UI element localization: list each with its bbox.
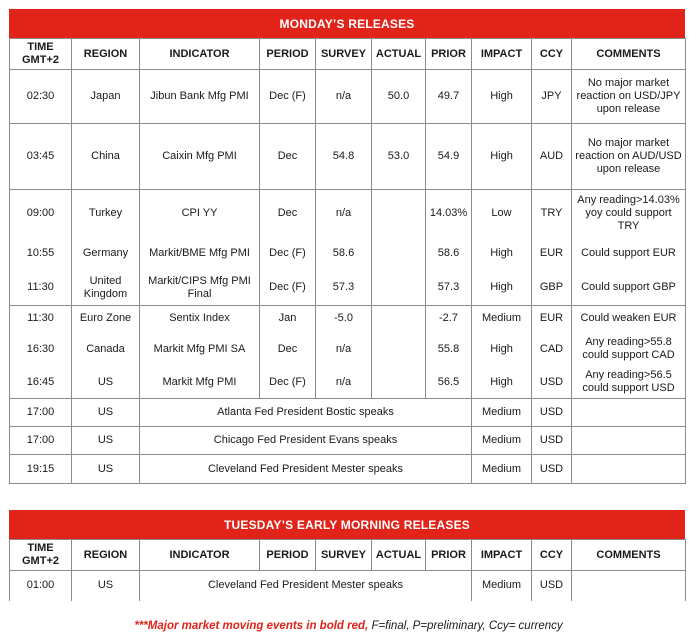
cell-ccy: JPY <box>532 70 572 124</box>
cell-time: 03:45 <box>10 124 72 190</box>
col-header-prior: PRIOR <box>426 39 472 70</box>
cell-time: 11:30 <box>10 306 72 332</box>
cell-event: Chicago Fed President Evans speaks <box>140 427 472 455</box>
cell-comments: No major market reaction on AUD/USD upon release <box>572 124 686 190</box>
cell-comments: Any reading>55.8 could support CAD <box>572 332 686 367</box>
table-row <box>10 237 686 271</box>
cell-indicator: Markit/BME Mfg PMI <box>140 237 260 271</box>
tuesday-section <box>9 510 685 601</box>
cell-period: Dec (F) <box>260 237 316 271</box>
cell-ccy: USD <box>532 571 572 601</box>
cell-prior: 55.8 <box>426 332 472 367</box>
cell-comments: Any reading>56.5 could support USD <box>572 367 686 399</box>
col-header-comments: COMMENTS <box>572 39 686 70</box>
cell-survey: n/a <box>316 70 372 124</box>
cell-impact: Medium <box>472 399 532 427</box>
cell-event: Cleveland Fed President Mester speaks <box>140 455 472 484</box>
col-header-region: REGION <box>72 540 140 571</box>
cell-actual <box>372 237 426 271</box>
cell-impact: High <box>472 237 532 271</box>
table-row <box>10 70 686 124</box>
cell-comments: Any reading>14.03% yoy could support TRY <box>572 190 686 237</box>
col-header-survey: SURVEY <box>316 540 372 571</box>
col-header-actual: ACTUAL <box>372 540 426 571</box>
monday-table <box>9 38 686 484</box>
cell-impact: Medium <box>472 427 532 455</box>
cell-time: 01:00 <box>10 571 72 601</box>
cell-period: Dec <box>260 332 316 367</box>
cell-impact: Medium <box>472 571 532 601</box>
col-header-region: REGION <box>72 39 140 70</box>
tuesday-banner <box>9 510 685 539</box>
table-row <box>10 455 686 484</box>
cell-region: US <box>72 455 140 484</box>
col-header-ccy: CCY <box>532 39 572 70</box>
col-header-period: PERIOD <box>260 39 316 70</box>
cell-time: 17:00 <box>10 427 72 455</box>
cell-ccy: EUR <box>532 237 572 271</box>
cell-impact: High <box>472 332 532 367</box>
tuesday-header-row <box>10 540 686 571</box>
monday-header-row <box>10 39 686 70</box>
cell-comments: Could weaken EUR <box>572 306 686 332</box>
cell-survey: n/a <box>316 332 372 367</box>
cell-region: Germany <box>72 237 140 271</box>
table-row <box>10 571 686 601</box>
cell-ccy: AUD <box>532 124 572 190</box>
cell-prior: 57.3 <box>426 271 472 306</box>
col-header-comments: COMMENTS <box>572 540 686 571</box>
cell-impact: Low <box>472 190 532 237</box>
cell-comments: Could support EUR <box>572 237 686 271</box>
cell-impact: High <box>472 70 532 124</box>
cell-ccy: USD <box>532 399 572 427</box>
cell-prior: -2.7 <box>426 306 472 332</box>
cell-time: 16:45 <box>10 367 72 399</box>
cell-comments: Could support GBP <box>572 271 686 306</box>
cell-indicator: Markit Mfg PMI <box>140 367 260 399</box>
cell-ccy: TRY <box>532 190 572 237</box>
col-header-time: TIME GMT+2 <box>10 39 72 70</box>
col-header-ccy: CCY <box>532 540 572 571</box>
footnote-legend: F=final, P=preliminary, Ccy= currency <box>368 620 563 632</box>
footnote <box>0 620 697 632</box>
cell-survey: 58.6 <box>316 237 372 271</box>
cell-comments <box>572 399 686 427</box>
monday-title: MONDAY’S RELEASES <box>279 16 415 31</box>
cell-period: Dec (F) <box>260 367 316 399</box>
cell-survey: n/a <box>316 367 372 399</box>
cell-event: Atlanta Fed President Bostic speaks <box>140 399 472 427</box>
col-header-impact: IMPACT <box>472 39 532 70</box>
cell-region: Japan <box>72 70 140 124</box>
cell-indicator: Markit/CIPS Mfg PMI Final <box>140 271 260 306</box>
cell-impact: Medium <box>472 306 532 332</box>
cell-region: China <box>72 124 140 190</box>
table-row <box>10 367 686 399</box>
footnote-highlight: ***Major market moving events in bold red, <box>134 620 369 632</box>
cell-time: 17:00 <box>10 399 72 427</box>
cell-impact: High <box>472 367 532 399</box>
cell-region: US <box>72 367 140 399</box>
col-header-prior: PRIOR <box>426 540 472 571</box>
cell-actual: 50.0 <box>372 70 426 124</box>
cell-ccy: GBP <box>532 271 572 306</box>
table-row <box>10 271 686 306</box>
cell-region: Turkey <box>72 190 140 237</box>
cell-impact: High <box>472 124 532 190</box>
cell-region: US <box>72 427 140 455</box>
col-header-impact: IMPACT <box>472 540 532 571</box>
cell-actual <box>372 271 426 306</box>
tuesday-table <box>9 539 686 601</box>
cell-actual: 53.0 <box>372 124 426 190</box>
cell-time: 16:30 <box>10 332 72 367</box>
cell-indicator: CPI YY <box>140 190 260 237</box>
cell-actual <box>372 332 426 367</box>
col-header-survey: SURVEY <box>316 39 372 70</box>
cell-region: Euro Zone <box>72 306 140 332</box>
table-row <box>10 124 686 190</box>
cell-ccy: USD <box>532 367 572 399</box>
cell-time: 02:30 <box>10 70 72 124</box>
cell-survey: n/a <box>316 190 372 237</box>
cell-prior: 14.03% <box>426 190 472 237</box>
table-row <box>10 306 686 332</box>
cell-actual <box>372 367 426 399</box>
cell-ccy: EUR <box>532 306 572 332</box>
cell-indicator: Jibun Bank Mfg PMI <box>140 70 260 124</box>
cell-prior: 58.6 <box>426 237 472 271</box>
cell-prior: 49.7 <box>426 70 472 124</box>
cell-time: 10:55 <box>10 237 72 271</box>
cell-indicator: Markit Mfg PMI SA <box>140 332 260 367</box>
cell-survey: -5.0 <box>316 306 372 332</box>
monday-section <box>9 9 685 484</box>
cell-event: Cleveland Fed President Mester speaks <box>140 571 472 601</box>
table-row <box>10 399 686 427</box>
table-row <box>10 332 686 367</box>
table-row <box>10 190 686 237</box>
col-header-actual: ACTUAL <box>372 39 426 70</box>
cell-period: Dec (F) <box>260 70 316 124</box>
cell-period: Dec <box>260 124 316 190</box>
cell-prior: 54.9 <box>426 124 472 190</box>
cell-comments <box>572 571 686 601</box>
cell-indicator: Sentix Index <box>140 306 260 332</box>
cell-comments: No major market reaction on USD/JPY upon release <box>572 70 686 124</box>
cell-survey: 54.8 <box>316 124 372 190</box>
cell-period: Jan <box>260 306 316 332</box>
col-header-indicator: INDICATOR <box>140 39 260 70</box>
cell-time: 19:15 <box>10 455 72 484</box>
cell-time: 11:30 <box>10 271 72 306</box>
cell-region: United Kingdom <box>72 271 140 306</box>
cell-comments <box>572 427 686 455</box>
cell-region: US <box>72 571 140 601</box>
col-header-period: PERIOD <box>260 540 316 571</box>
cell-prior: 56.5 <box>426 367 472 399</box>
cell-comments <box>572 455 686 484</box>
cell-impact: High <box>472 271 532 306</box>
monday-banner <box>9 9 685 38</box>
cell-ccy: CAD <box>532 332 572 367</box>
cell-ccy: USD <box>532 455 572 484</box>
table-row <box>10 427 686 455</box>
col-header-time: TIME GMT+2 <box>10 540 72 571</box>
cell-ccy: USD <box>532 427 572 455</box>
col-header-indicator: INDICATOR <box>140 540 260 571</box>
cell-period: Dec <box>260 190 316 237</box>
cell-impact: Medium <box>472 455 532 484</box>
cell-actual <box>372 306 426 332</box>
cell-actual <box>372 190 426 237</box>
cell-region: US <box>72 399 140 427</box>
cell-period: Dec (F) <box>260 271 316 306</box>
cell-indicator: Caixin Mfg PMI <box>140 124 260 190</box>
tuesday-title: TUESDAY’S EARLY MORNING RELEASES <box>223 517 470 532</box>
cell-survey: 57.3 <box>316 271 372 306</box>
cell-region: Canada <box>72 332 140 367</box>
cell-time: 09:00 <box>10 190 72 237</box>
